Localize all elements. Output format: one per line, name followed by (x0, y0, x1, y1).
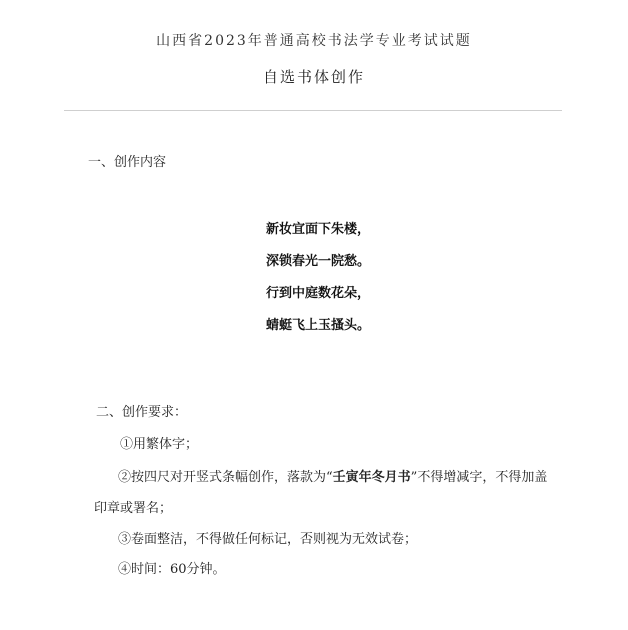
requirement-item-3: ③卷面整洁，不得做任何标记，否则视为无效试卷； (118, 532, 418, 547)
poem-line: 蜻蜓飞上玉搔头。 (266, 318, 371, 333)
poem-line: 新妆宜面下朱楼， (266, 222, 371, 237)
requirement-item-1: ①用繁体字； (120, 437, 199, 452)
inscription-text: 壬寅年冬月书 (332, 470, 411, 485)
requirement-item-2 (118, 466, 547, 485)
section-requirements-heading: 二、创作要求： (96, 405, 188, 420)
section-content-heading: 一、创作内容 (88, 155, 167, 170)
exam-title: 山西省2023年普通高校书法学专业考试试题 (156, 33, 472, 49)
requirement-item-2-suffix: ”不得增减字，不得加盖 (410, 470, 548, 485)
poem-line: 深锁春光一院愁。 (266, 254, 371, 269)
poem-line: 行到中庭数花朵， (266, 286, 371, 301)
requirement-item-2-continued: 印章或署名； (94, 501, 173, 516)
exam-subtitle: 自选书体创作 (262, 68, 365, 86)
divider (64, 110, 562, 111)
requirement-item-2-prefix: ②按四尺对开竖式条幅创作，落款为“ (118, 470, 333, 485)
requirement-item-4: ④时间：60分钟。 (118, 562, 226, 577)
